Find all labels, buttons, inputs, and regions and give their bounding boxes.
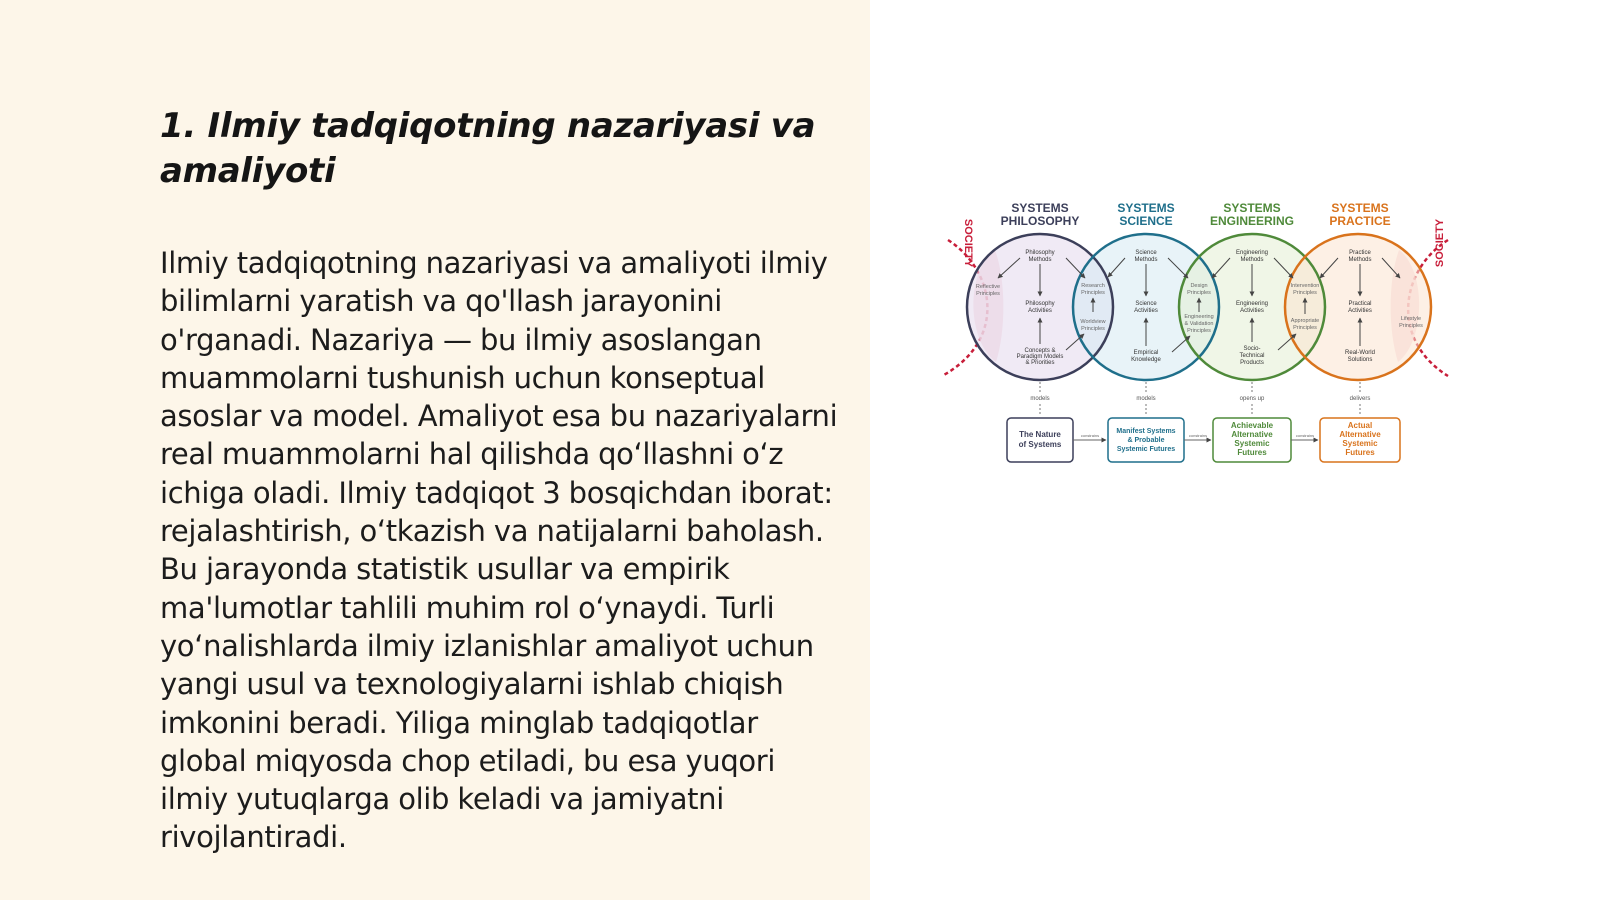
- research-principles-l1: Research: [1081, 283, 1105, 289]
- box-nature-l2: of Systems: [1018, 440, 1062, 449]
- engineering-products-l3: Products: [1240, 360, 1264, 366]
- systems-diagram: [870, 0, 1600, 900]
- worldview-principles-l2: Principles: [1081, 326, 1105, 332]
- science-activities-l2: Activities: [1134, 308, 1158, 314]
- box-manifest-l1: Manifest Systems: [1116, 428, 1176, 435]
- philosophy-products-l1: Concepts &: [1024, 348, 1056, 354]
- science-products-l1: Empirical: [1133, 350, 1159, 356]
- design-principles-l1: Design: [1190, 283, 1208, 289]
- link-label-practice: delivers: [1349, 396, 1371, 402]
- box-achievable-l4: Futures: [1237, 448, 1267, 457]
- box-actual-l2: Alternative: [1339, 430, 1381, 439]
- engineering-methods-l1: Engineering: [1235, 250, 1269, 256]
- reflective-principles-l1: Reflective: [975, 284, 1001, 290]
- box-actual-l3: Systemic: [1342, 439, 1378, 448]
- slide-title: 1. Ilmiy tadqiqotning nazariyasi va amaliyoti: [160, 106, 816, 191]
- engineering-activities-l1: Engineering: [1235, 301, 1269, 307]
- philosophy-activities-l2: Activities: [1028, 308, 1052, 314]
- link-label-science: models: [1136, 396, 1156, 402]
- box-actual-l4: Futures: [1345, 448, 1375, 457]
- box-achievable-l1: Achievable: [1230, 421, 1274, 430]
- box-manifest-l3: Systemic Futures: [1116, 446, 1176, 453]
- practice-activities-l1: Practical: [1348, 301, 1372, 307]
- title-practice-l2: PRACTICE: [1329, 214, 1391, 228]
- link-labels: [1030, 396, 1370, 402]
- engineering-activities-l2: Activities: [1240, 308, 1264, 314]
- design-principles-l2: Principles: [1187, 290, 1211, 296]
- science-methods-l1: Science: [1135, 250, 1157, 256]
- title-science-l1: SYSTEMS: [1117, 201, 1175, 215]
- intervention-principles-l1: Intervention: [1290, 283, 1320, 289]
- philosophy-products-l2: Paradigm Models: [1016, 354, 1064, 360]
- box-nature-l1: The Nature: [1019, 430, 1061, 439]
- intervention-principles-l2: Principles: [1293, 290, 1317, 296]
- philosophy-products-l3: & Priorities: [1025, 360, 1055, 366]
- worldview-principles-l1: Worldview: [1080, 319, 1106, 325]
- validation-principles-l3: Principles: [1187, 328, 1211, 334]
- lifestyle-principles-l2: Principles: [1399, 323, 1423, 329]
- reflective-principles-l2: Principles: [976, 291, 1000, 297]
- philosophy-methods-l2: Methods: [1028, 257, 1052, 263]
- science-products-l2: Knowledge: [1131, 357, 1161, 363]
- link-label-philosophy: models: [1030, 396, 1050, 402]
- connector-label-1: constrains: [1080, 433, 1100, 438]
- box-achievable-l2: Alternative: [1231, 430, 1273, 439]
- engineering-products-l2: Technical: [1239, 353, 1265, 359]
- practice-products-l2: Solutions: [1347, 357, 1373, 363]
- down-links: [1040, 382, 1360, 414]
- connector-label-3: constrains: [1295, 433, 1315, 438]
- society-label-right: SOCIETY: [1434, 218, 1446, 268]
- society-label-left: SOCIETY: [962, 218, 974, 268]
- title-science-l2: SCIENCE: [1119, 214, 1173, 228]
- practice-methods-l1: Practice: [1349, 250, 1371, 256]
- validation-principles-l1: Engineering: [1184, 314, 1214, 320]
- science-methods-l2: Methods: [1134, 257, 1158, 263]
- title-philosophy-l1: SYSTEMS: [1011, 201, 1069, 215]
- connector-label-2: constrains: [1188, 433, 1208, 438]
- box-manifest-l2: & Probable: [1127, 437, 1165, 444]
- title-philosophy-l2: PHILOSOPHY: [1000, 214, 1080, 228]
- title-engineering-l2: ENGINEERING: [1209, 214, 1295, 228]
- practice-products-l1: Real-World: [1345, 350, 1375, 356]
- lifestyle-principles-l1: Lifestyle: [1400, 316, 1422, 322]
- link-label-engineering: opens up: [1239, 396, 1265, 402]
- philosophy-activities-l1: Philosophy: [1025, 301, 1055, 307]
- research-principles-l2: Principles: [1081, 290, 1105, 296]
- philosophy-methods-l1: Philosophy: [1025, 250, 1055, 256]
- image-panel: [870, 0, 1600, 900]
- slide-body-text: Ilmiy tadqiqotning nazariyasi va amaliyoti ilmiy bilimlarni yaratish va qo'llash jarayonini o'rganadi. Nazariya — bu ilmiy asoslangan muammolarni tushunish uchun konseptual asoslar va model. Amaliyot esa bu nazariyalarni real muammolarni hal qilishda qo‘llashni o‘z ichiga oladi. Ilmiy tadqiqot 3 bosqichdan iborat: rejalashtirish, o‘tkazish va natijalarni baholash. Bu jarayonda statistik usullar va empirik ma'lumotlar tahlili muhim rol o‘ynaydi. Turli yo‘nalishlarda ilmiy izlanishlar amaliyot uchun yangi usul va texnologiyalarni ishlab chiqish imkonini beradi. Yiliga minglab tadqiqotlar global miqyosda chop etiladi, bu esa yuqori ilmiy yutuqlarga olib keladi va jamiyatni rivojlantiradi.: [160, 246, 838, 855]
- practice-methods-l2: Methods: [1348, 257, 1372, 263]
- science-activities-l1: Science: [1135, 301, 1157, 307]
- title-engineering-l1: SYSTEMS: [1223, 201, 1281, 215]
- validation-principles-l2: & Validation: [1184, 321, 1214, 327]
- practice-activities-l2: Activities: [1348, 308, 1372, 314]
- engineering-methods-l2: Methods: [1240, 257, 1264, 263]
- appropriate-principles-l2: Principles: [1293, 325, 1317, 331]
- engineering-products-l1: Socio-: [1243, 346, 1261, 352]
- title-practice-l1: SYSTEMS: [1331, 201, 1389, 215]
- box-achievable-l3: Systemic: [1234, 439, 1270, 448]
- box-actual-l1: Actual: [1347, 421, 1373, 430]
- appropriate-principles-l1: Appropriate: [1290, 318, 1320, 324]
